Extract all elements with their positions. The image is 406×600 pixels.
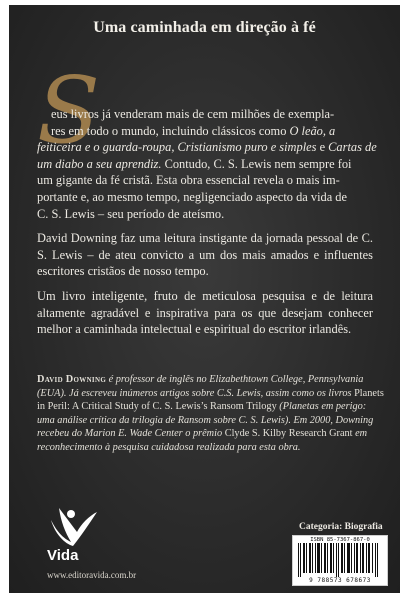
author-bio	[37, 373, 384, 455]
intro-text: e	[316, 140, 329, 155]
book-title: Planets	[354, 387, 384, 399]
bio-line	[37, 441, 373, 455]
award-name: Clyde S. Kilby Research Grant	[224, 428, 353, 440]
intro-line: portante e, ao mesmo tempo, negligenciado aspecto da vida de	[37, 189, 348, 204]
bio-line	[37, 387, 384, 401]
intro-line	[37, 139, 377, 156]
intro-line	[37, 156, 373, 173]
intro-text: Contudo, C. S. Lewis nem sempre foi	[161, 156, 352, 171]
isbn-top-text: ISBN 85-7367-867-0	[310, 537, 370, 543]
book-title: feiticeira e o guarda-roupa, Cristianismo puro e simples	[37, 140, 317, 155]
publisher-name: Vida	[47, 547, 79, 564]
cover-title: Uma caminhada em direção à fé	[93, 19, 316, 36]
bio-text: reconhecimento à pesquisa cuidadosa realizada para esta obra.	[37, 441, 301, 453]
intro-line: C. S. Lewis – seu período de ateísmo.	[37, 206, 225, 221]
book-title: um diabo a seu aprendiz.	[37, 156, 162, 171]
bio-text: é professor de inglês no Elizabethtown College, Pennsylvania	[106, 374, 364, 385]
publisher-url: www.editoravida.com.br	[47, 570, 137, 580]
drop-cap-letter: S	[37, 57, 101, 164]
bio-line	[37, 414, 373, 428]
intro-line: um gigante da fé cristã. Esta obra essencial revela o mais im-	[37, 173, 340, 188]
bio-text: (Planetas em perigo:	[276, 401, 367, 413]
barcode-bars-icon	[294, 543, 386, 579]
bio-text: em	[352, 428, 368, 440]
bio-text: (EUA). Já escreveu inúmeros artigos sobre C.S. Lewis, assim como os livros	[37, 387, 355, 399]
book-back-cover	[9, 5, 400, 593]
book-title: O leão, a	[289, 123, 336, 138]
bio-text: uma análise crítica da trilogia de Ransom sobre C. S. Lewis). Em 2000, Downing	[37, 414, 374, 426]
intro-text: res em todo o mundo, incluindo clássicos como	[51, 123, 290, 138]
author-name: David Downing	[37, 374, 107, 385]
isbn-number: 9 788573 678673	[309, 577, 371, 584]
book-title: in Peril: A Critical Study of C. S. Lewis’s Ransom Trilogy	[37, 401, 277, 413]
category-label: Categoria: Biografia	[299, 522, 383, 532]
paragraph-description: David Downing faz uma leitura instigante da jornada pessoal de C. S. Lewis – de ateu convicto a um dos mais amados e influentes escritores cristãos de nosso tempo.	[37, 231, 373, 279]
isbn-barcode	[292, 535, 388, 586]
paragraph-summary: Um livro inteligente, fruto de meticulosa pesquisa e de leitura altamente agradável e inspirativa para os que desejam conhecer melhor a caminhada intelectual e espiritual do escritor irlandês.	[37, 289, 373, 337]
bio-line	[37, 400, 373, 414]
book-title: Cartas de	[328, 140, 377, 155]
paragraph-intro	[37, 106, 377, 222]
intro-line	[37, 123, 373, 140]
bio-line	[37, 373, 373, 387]
bio-line	[37, 427, 373, 441]
bio-text: recebeu do Marion E. Wade Center o prêmio	[37, 428, 225, 440]
intro-line: eus livros já venderam mais de cem milhões de exempla-	[51, 107, 335, 121]
